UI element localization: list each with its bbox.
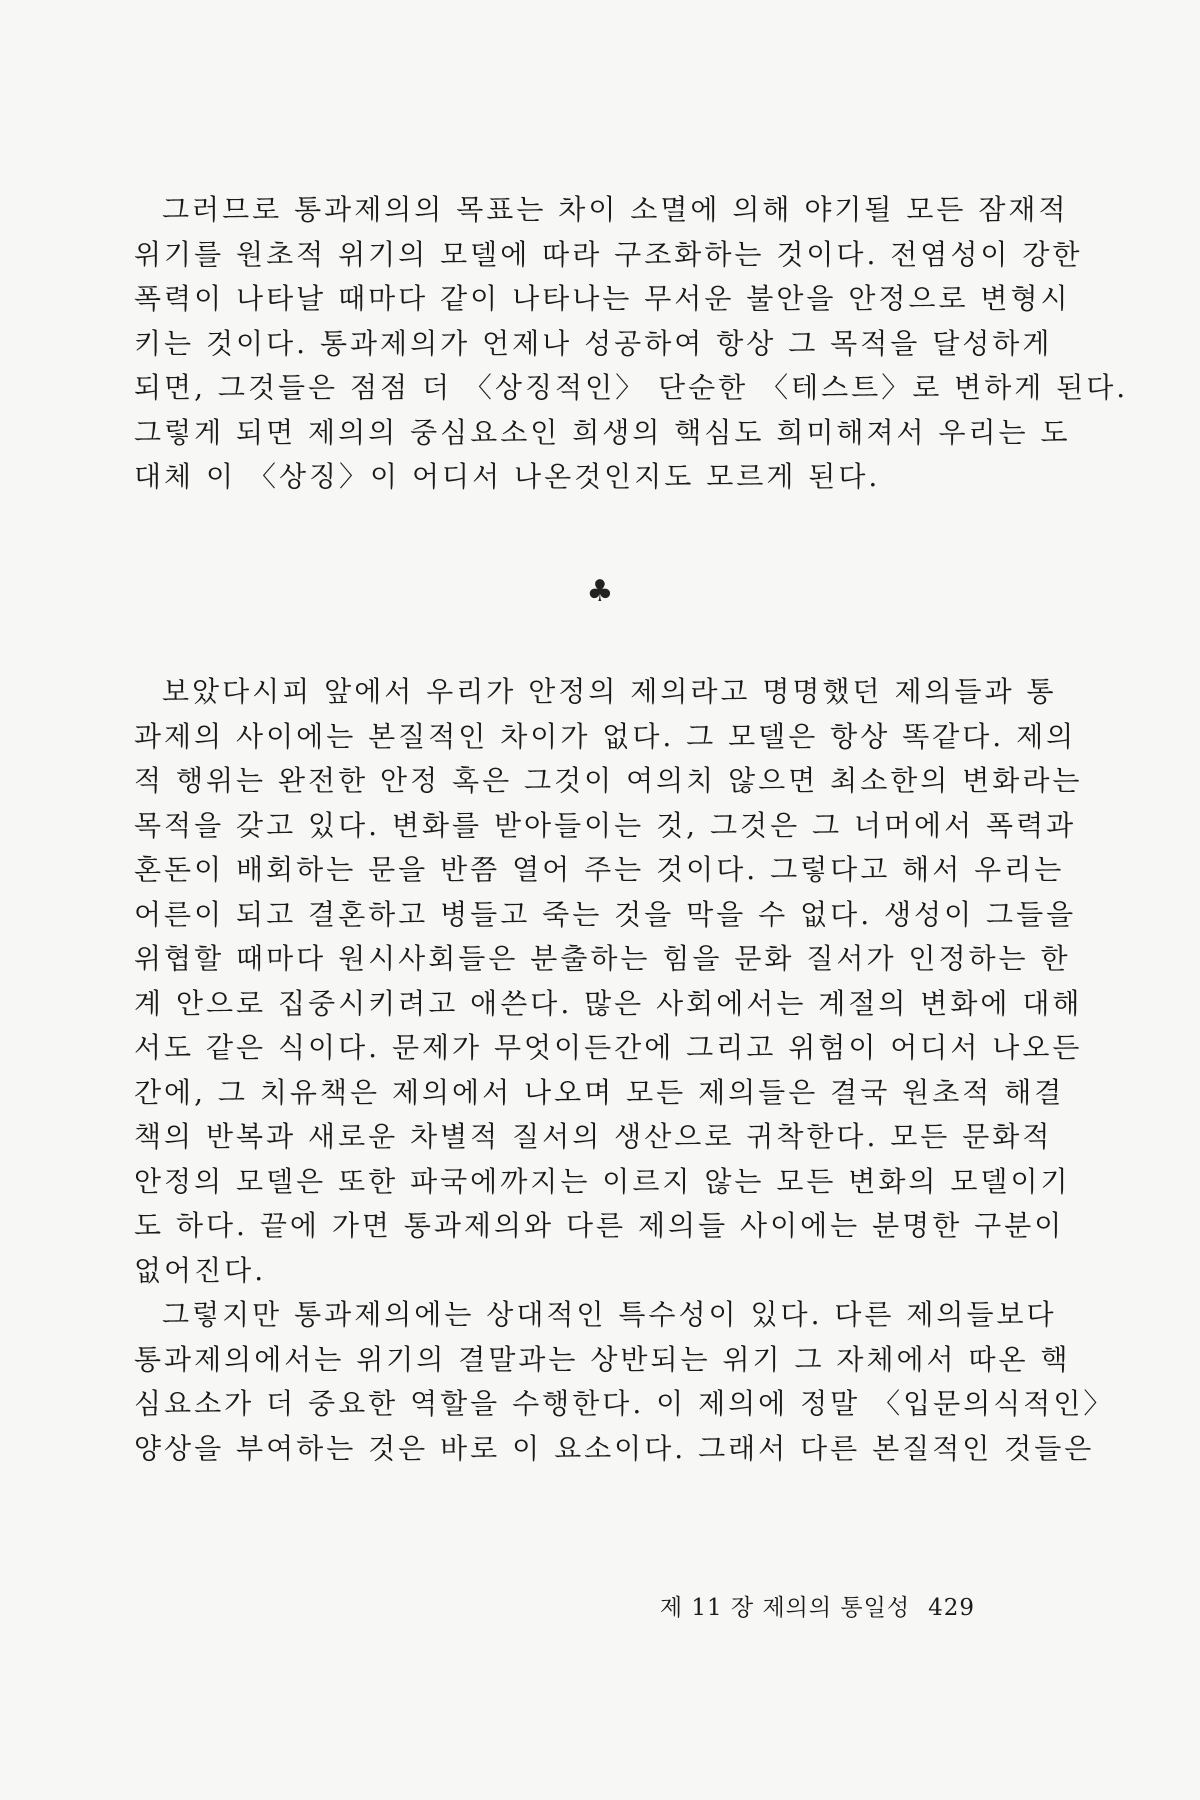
page-number: 429	[928, 1595, 975, 1621]
text-line: 도 하다. 끝에 가면 통과제의와 다른 제의들 사이에는 분명한 구분이	[134, 1209, 1065, 1242]
text-line: 위협할 때마다 원시사회들은 분출하는 힘을 문화 질서가 인정하는 한	[134, 942, 1071, 975]
text-line: 없어진다.	[134, 1253, 267, 1287]
text-line: 통과제의에서는 위기의 결말과는 상반되는 위기 그 자체에서 따온 핵	[134, 1342, 1071, 1376]
text-line: 어른이 되고 결혼하고 병들고 죽는 것을 막을 수 없다. 생성이 그들을	[134, 897, 1077, 931]
text-line: 안정의 모델은 또한 파국에까지는 이르지 않는 모든 변화의 모델이기	[134, 1164, 1071, 1198]
text-line: 서도 같은 식이다. 문제가 무엇이든간에 그리고 위험이 어디서 나오든	[134, 1031, 1083, 1064]
text-line: 키는 것이다. 통과제의가 언제나 성공하여 항상 그 목적을 달성하게	[134, 326, 1053, 360]
text-line: 그렇지만 통과제의에는 상대적인 특수성이 있다. 다른 제의들보다	[162, 1298, 1057, 1331]
text-line: 위기를 원초적 위기의 모델에 따라 구조화하는 것이다. 전염성이 강한	[134, 237, 1083, 271]
section-break-club-icon: ♣	[586, 574, 614, 609]
chapter-title: 제 11 장 제의의 통일성	[659, 1595, 911, 1621]
text-line: 책의 반복과 새로운 차별적 질서의 생산으로 귀착한다. 모든 문화적	[134, 1120, 1053, 1153]
text-line: 양상을 부여하는 것은 바로 이 요소이다. 그래서 다른 본질적인 것들은	[134, 1431, 1095, 1465]
paragraph-1	[134, 188, 1129, 500]
text-line: 그러므로 통과제의의 목표는 차이 소멸에 의해 야기될 모든 잠재적	[162, 193, 1069, 226]
text-line: 보았다시피 앞에서 우리가 안정의 제의라고 명명했던 제의들과 통	[162, 675, 1057, 708]
text-line: 과제의 사이에는 본질적인 차이가 없다. 그 모델은 항상 똑같다. 제의	[134, 719, 1077, 753]
text-line: 되면, 그것들은 점점 더 〈상징적인〉 단순한 〈테스트〉로 변하게 된다.	[134, 371, 1129, 404]
text-line: 폭력이 나타날 때마다 같이 나타나는 무서운 불안을 안정으로 변형시	[134, 282, 1071, 315]
text-line: 간에, 그 치유책은 제의에서 나오며 모든 제의들은 결국 원초적 해결	[134, 1075, 1065, 1109]
text-line: 그렇게 되면 제의의 중심요소인 희생의 핵심도 희미해져서 우리는 도	[134, 415, 1071, 449]
text-line: 대체 이 〈상징〉이 어디서 나온것인지도 모르게 된다.	[134, 460, 881, 493]
paragraph-2	[134, 670, 1115, 1471]
text-line: 적 행위는 완전한 안정 혹은 그것이 여의치 않으면 최소한의 변화라는	[134, 764, 1083, 797]
running-footer	[660, 1592, 975, 1624]
text-line: 계 안으로 집중시키려고 애쓴다. 많은 사회에서는 계절의 변화에 대해	[134, 986, 1083, 1020]
text-line: 혼돈이 배회하는 문을 반쯤 열어 주는 것이다. 그렇다고 해서 우리는	[134, 853, 1065, 886]
text-line: 심요소가 더 중요한 역할을 수행한다. 이 제의에 정말 〈입문의식적인〉	[134, 1387, 1115, 1420]
text-line: 목적을 갖고 있다. 변화를 받아들이는 것, 그것은 그 너머에서 폭력과	[134, 808, 1077, 842]
